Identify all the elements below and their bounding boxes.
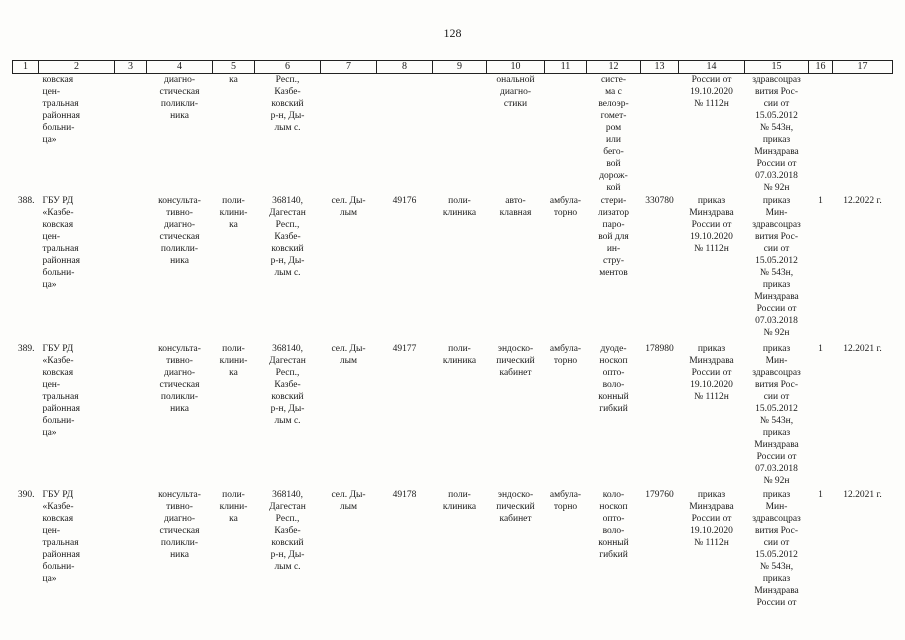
equipment: дуоде- носкоп опто- воло- конный гибкий — [598, 344, 629, 414]
facility: поли- клиника — [442, 196, 477, 218]
equipment-code: 330780 — [645, 196, 674, 206]
address: 368140, Дагестан Респ., Казбе- ковский р-н, Ды- лым с. — [269, 344, 306, 426]
column-header: 15 — [745, 61, 809, 74]
unit-kind: поли- клини- ка — [219, 344, 248, 378]
order-reference: приказ Минздрава России от 19.10.2020 № 1112н — [689, 490, 734, 548]
settlement: сел. Ды- лым — [331, 344, 366, 366]
column-header: 13 — [641, 61, 679, 74]
facility: поли- клиника — [442, 344, 477, 366]
equipment-code: 178980 — [645, 344, 674, 354]
code: 49178 — [392, 490, 417, 500]
row-number: 388. — [17, 196, 35, 206]
org-name: ковская цен- тральная районная больни- ца» — [42, 75, 81, 145]
column-header: 9 — [433, 61, 487, 74]
org-name: ГБУ РД «Казбе- ковская цен- тральная районная больни- ца» — [42, 490, 81, 584]
date: 12.2021 г. — [843, 490, 882, 500]
unit-type: консульта- тивно- диагно- стическая поликли- ника — [158, 490, 201, 560]
standard-reference: приказ Мин- здравсоцраз вития Рос- сии от 15.05.2012 № 543н, приказ Минздрава России от 07.03.2018 № 92н — [752, 344, 801, 486]
equipment: коло- носкоп опто- воло- конный гибкий — [598, 490, 629, 560]
column-header: 4 — [147, 61, 213, 74]
department: авто- клавная — [499, 196, 532, 218]
row-number: 389. — [17, 344, 35, 354]
column-header: 2 — [39, 61, 115, 74]
page-number: 128 — [443, 26, 462, 40]
care-mode: амбула- торно — [549, 490, 582, 512]
table-row — [13, 489, 893, 619]
registry-table — [12, 60, 893, 619]
column-header: 8 — [377, 61, 433, 74]
address: 368140, Дагестан Респ., Казбе- ковский р-н, Ды- лым с. — [269, 490, 306, 572]
column-header: 17 — [833, 61, 893, 74]
code: 49176 — [392, 196, 417, 206]
row-number: 390. — [17, 490, 35, 500]
settlement: сел. Ды- лым — [331, 196, 366, 218]
column-header: 16 — [809, 61, 833, 74]
unit-type: диагно- стическая поликли- ника — [159, 75, 200, 121]
standard-reference: здравсоцраз вития Рос- сии от 15.05.2012 № 543н, приказ Минздрава России от 07.03.2018 № 92н — [752, 75, 801, 193]
table-row — [13, 194, 893, 343]
table-row — [13, 343, 893, 489]
facility: поли- клиника — [442, 490, 477, 512]
column-header: 1 — [13, 61, 39, 74]
care-mode: амбула- торно — [549, 344, 582, 366]
org-name: ГБУ РД «Казбе- ковская цен- тральная районная больни- ца» — [42, 196, 81, 290]
column-header: 11 — [545, 61, 587, 74]
unit-type: консульта- тивно- диагно- стическая поликли- ника — [158, 196, 201, 266]
column-header: 10 — [487, 61, 545, 74]
equipment: систе- ма с велоэр- гомет- ром или бего- вой дорож- кой — [598, 75, 629, 193]
settlement: сел. Ды- лым — [331, 490, 366, 512]
order-reference: России от 19.10.2020 № 1112н — [690, 75, 733, 109]
quantity: 1 — [818, 196, 823, 206]
standard-reference: приказ Мин- здравсоцраз вития Рос- сии от 15.05.2012 № 543н, приказ Минздрава России от 07.03.2018 № 92н — [752, 196, 801, 338]
quantity: 1 — [818, 490, 823, 500]
column-header: 3 — [115, 61, 147, 74]
care-mode: амбула- торно — [549, 196, 582, 218]
equipment-code: 179760 — [645, 490, 674, 500]
continuation-row — [13, 74, 893, 195]
column-header: 14 — [679, 61, 745, 74]
order-reference: приказ Минздрава России от 19.10.2020 № 1112н — [689, 344, 734, 402]
unit-kind: поли- клини- ка — [219, 490, 248, 524]
unit-kind: ка — [229, 75, 238, 85]
unit-kind: поли- клини- ка — [219, 196, 248, 230]
address: 368140, Дагестан Респ., Казбе- ковский р-н, Ды- лым с. — [269, 196, 306, 278]
unit-type: консульта- тивно- диагно- стическая поликли- ника — [158, 344, 201, 414]
address: Респ., Казбе- ковский р-н, Ды- лым с. — [270, 75, 305, 133]
column-header: 5 — [213, 61, 255, 74]
department: ональной диагно- стики — [496, 75, 535, 109]
org-name: ГБУ РД «Казбе- ковская цен- тральная районная больни- ца» — [42, 344, 81, 438]
column-header: 12 — [587, 61, 641, 74]
department: эндоско- пический кабинет — [496, 490, 535, 524]
column-header: 6 — [255, 61, 321, 74]
standard-reference: приказ Мин- здравсоцраз вития Рос- сии от 15.05.2012 № 543н, приказ Минздрава России от — [752, 490, 801, 608]
code: 49177 — [392, 344, 417, 354]
quantity: 1 — [818, 344, 823, 354]
header-row — [13, 61, 893, 74]
date: 12.2022 г. — [843, 196, 882, 206]
order-reference: приказ Минздрава России от 19.10.2020 № 1112н — [689, 196, 734, 254]
department: эндоско- пический кабинет — [496, 344, 535, 378]
date: 12.2021 г. — [843, 344, 882, 354]
column-header: 7 — [321, 61, 377, 74]
equipment: стери- лизатор паро- вой для ин- стру- ментов — [597, 196, 630, 278]
